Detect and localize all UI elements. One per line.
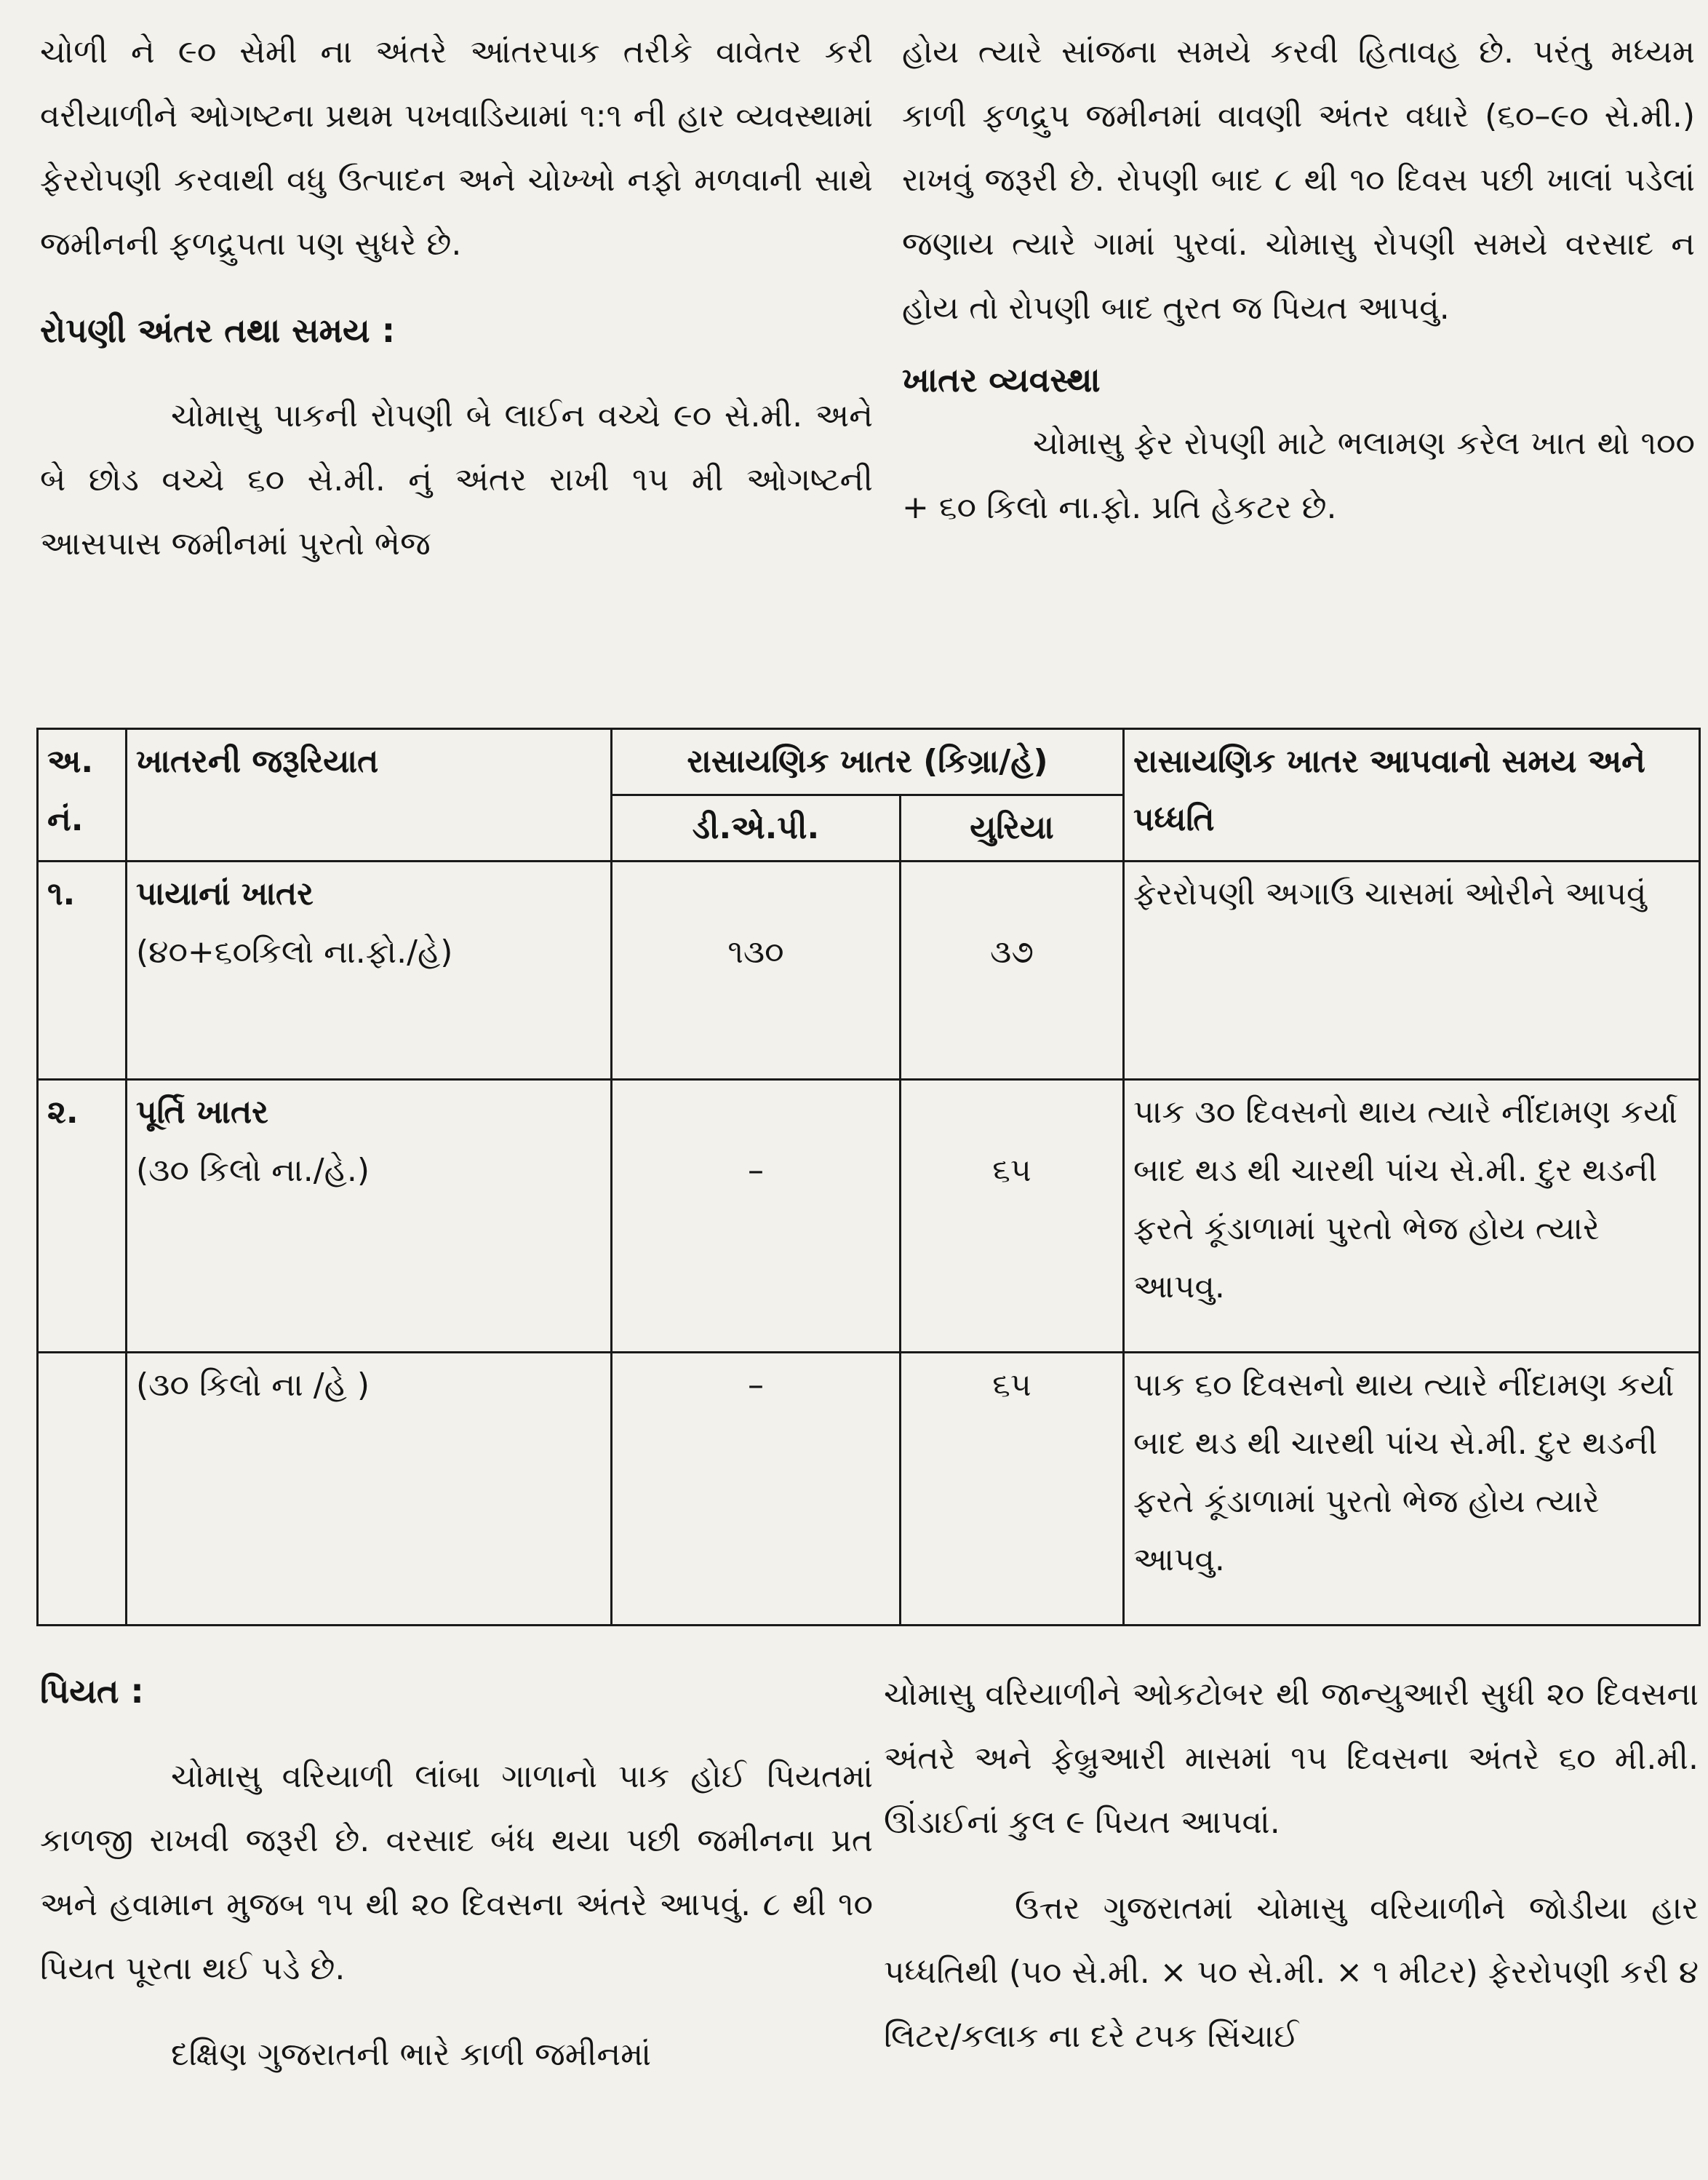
table-row (38, 1353, 1700, 1626)
row-method: પાક ૬૦ દિવસનો થાય ત્યારે નીંદામણ કર્યા બાદ થડ થી ચારથી પાંચ સે.મી. દુર થડની ફરતે કૂંડાળામાં પુરતો ભેજ હોય ત્યારે આપવુ. (1124, 1353, 1700, 1626)
urea-value: ૩૭ (990, 934, 1034, 971)
paragraph-fertilizer: ચોમાસુ ફેર રોપણી માટે ભલામણ કરેલ ખાત થો ૧૦૦ + ૬૦ કિલો ના.ફો. પ્રતિ હેકટર છે. (902, 425, 1695, 526)
row-detail: (૪૦+૬૦કિલો ના.ફો./હે) (136, 934, 453, 971)
row-dap (612, 1353, 901, 1626)
header-serial-no: અ. નં. (38, 729, 127, 862)
row-detail: (૩૦ કિલો ના./હે.) (136, 1152, 370, 1189)
top-right-column (902, 20, 1695, 540)
row-serial: ૨. (38, 1080, 127, 1353)
row-serial: ૧. (38, 862, 127, 1080)
paragraph-irrigation: ચોમાસુ વરિયાળી લાંબા ગાળાનો પાક હોઈ પિયતમાં કાળજી રાખવી જરૂરી છે. વરસાદ બંધ થયા પછી જમીનના પ્રત અને હવામાન મુજબ ૧૫ થી ૨૦ દિવસના અંતરે આપવું. ૮ થી ૧૦ પિયત પૂરતા થઈ પડે છે. (40, 1758, 873, 1987)
row-method: ફેરરોપણી અગાઉ ચાસમાં ઓરીને આપવું (1124, 862, 1700, 1080)
paragraph-intercrop: ચોળી ને ૯૦ સેમી ના અંતરે આંતરપાક તરીકે વાવેતર કરી વરીયાળીને ઓગષ્ટના પ્રથમ પખવાડિયામાં ૧:૧ ની હાર વ્યવસ્થામાં ફેરરોપણી કરવાથી વધુ ઉત્પાદન અને ચોખ્ખો નફો મળવાની સાથે જમીનની ફળદ્રુપતા પણ સુધરે છે. (40, 33, 873, 263)
table-row (38, 862, 1700, 1080)
dap-value: – (748, 1367, 764, 1404)
header-requirement: ખાતરની જરૂરિયાત (127, 729, 612, 862)
urea-value: ૬૫ (992, 1152, 1031, 1189)
row-method: પાક ૩૦ દિવસનો થાય ત્યારે નીંદામણ કર્યા બાદ થડ થી ચારથી પાંચ સે.મી. દુર થડની ફરતે કૂંડાળામાં પુરતો ભેજ હોય ત્યારે આપવુ. (1124, 1080, 1700, 1353)
heading-spacing-timing: રોપણી અંતર તથા સમય : (40, 311, 396, 350)
dap-value: ૧૩૦ (727, 934, 784, 971)
heading-irrigation: પિયત : (40, 1671, 144, 1711)
row-detail: (૩૦ કિલો ના /હે ) (136, 1367, 370, 1404)
row-urea (901, 1080, 1124, 1353)
header-chemical-fertilizer: રાસાયણિક ખાતર (કિગ્રા/હે) (612, 729, 1124, 795)
paragraph-evening-planting: હોય ત્યારે સાંજના સમયે કરવી હિતાવહ છે. પરંતુ મધ્યમ કાળી ફળદ્રુપ જમીનમાં વાવણી અંતર વધારે (૬૦–૯૦ સે.મી.) રાખવું જરૂરી છે. રોપણી બાદ ૮ થી ૧૦ દિવસ પછી ખાલાં પડેલાં જણાય ત્યારે ગામાં પુરવાં. ચોમાસુ રોપણી સમયે વરસાદ ન હોય તો રોપણી બાદ તુરત જ પિયત આપવું. (902, 33, 1695, 327)
row-title: પાયાનાં ખાતર (136, 875, 314, 912)
fertilizer-table (36, 728, 1701, 1626)
header-urea: યુરિયા (901, 795, 1124, 862)
paragraph-irrigation-schedule: ચોમાસુ વરિયાળીને ઓકટોબર થી જાન્યુઆરી સુધી ૨૦ દિવસના અંતરે અને ફેબ્રુઆરી માસમાં ૧૫ દિવસના અંતરે ૬૦ મી.મી. ઊંડાઈનાં કુલ ૯ પિયત આપવાં. (884, 1676, 1699, 1841)
header-dap: ડી.એ.પી. (612, 795, 901, 862)
row-requirement (127, 1353, 612, 1626)
row-requirement (127, 1080, 612, 1353)
row-urea (901, 1353, 1124, 1626)
bottom-right-column (884, 1663, 1699, 2069)
row-requirement (127, 862, 612, 1080)
row-dap (612, 1080, 901, 1353)
urea-value: ૬૫ (992, 1367, 1031, 1404)
row-title: પૂર્તિ ખાતર (136, 1094, 268, 1131)
dap-value: – (748, 1152, 764, 1189)
row-dap (612, 862, 901, 1080)
heading-fertilizer-management: ખાતર વ્યવસ્થા (902, 360, 1101, 399)
header-time-method: રાસાયણિક ખાતર આપવાનો સમય અને પધ્ધતિ (1124, 729, 1700, 862)
row-urea (901, 862, 1124, 1080)
paragraph-south-gujarat: દક્ષિણ ગુજરાતની ભારે કાળી જમીનમાં (171, 2036, 651, 2073)
row-serial (38, 1353, 127, 1626)
paragraph-north-gujarat: ઉત્તર ગુજરાતમાં ચોમાસુ વરિયાળીને જોડીયા હાર પધ્ધતિથી (૫૦ સે.મી. × ૫૦ સે.મી. × ૧ મીટર) ફેરરોપણી કરી ૪ લિટર/કલાક ના દરે ટપક સિંચાઈ (884, 1890, 1699, 2055)
bottom-left-column (40, 1659, 873, 2087)
table-header-row (38, 729, 1700, 795)
top-left-column (40, 20, 873, 576)
table-row (38, 1080, 1700, 1353)
paragraph-spacing: ચોમાસુ પાકની રોપણી બે લાઈન વચ્ચે ૯૦ સે.મી. અને બે છોડ વચ્ચે ૬૦ સે.મી. નું અંતર રાખી ૧૫ મી ઓગષ્ટની આસપાસ જમીનમાં પુરતો ભેજ (40, 397, 873, 562)
